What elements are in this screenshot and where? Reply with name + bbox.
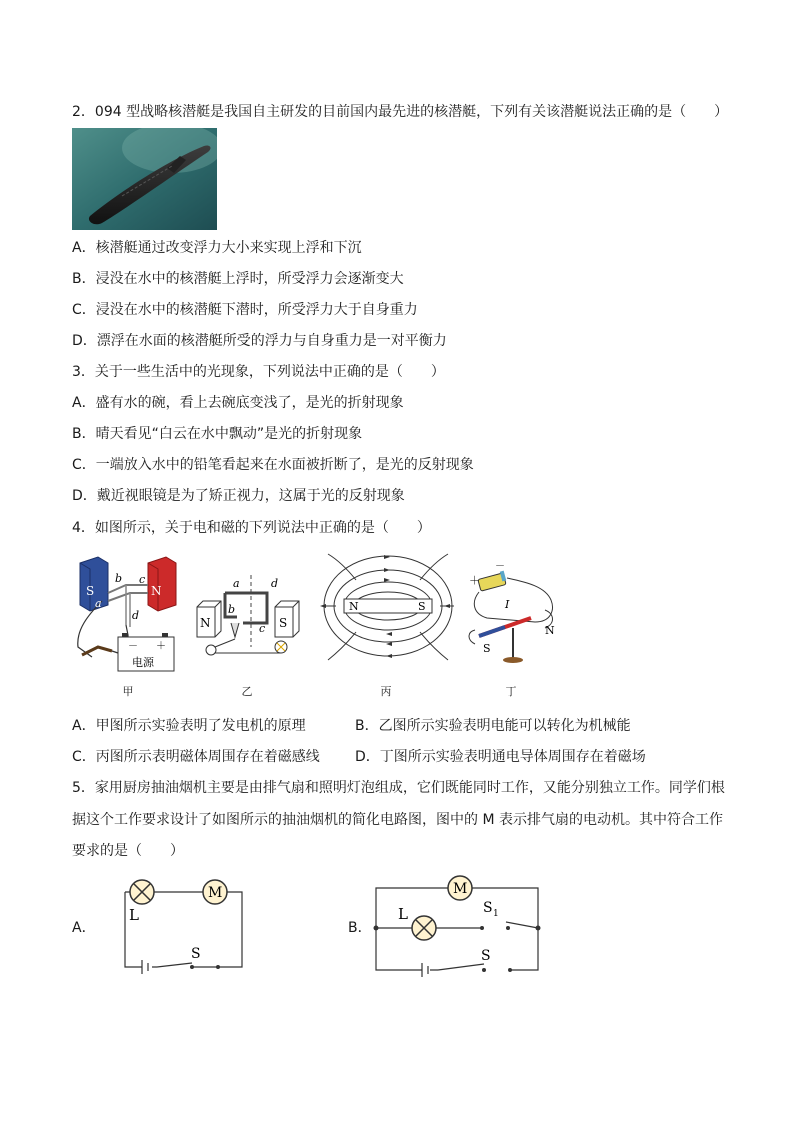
bing-s-label: S [418,600,426,613]
jia-plus-label: ＋ [156,641,166,652]
circuit-b-s1-label: S [483,900,493,916]
jia-source-label: 电源 [132,656,154,669]
ding-caption: 丁 [505,685,517,698]
ding-minus-label: － [495,562,505,572]
jia-b-label: b [115,572,123,585]
q3-option-d: D．戴近视眼镜是为了矫正视力，这属于光的反射现象 [72,488,405,504]
submarine-photo [72,128,217,230]
figure-bing [318,550,458,698]
yi-a-label: a [233,577,240,590]
circuit-a-l-label: L [129,906,139,924]
figure-jia [68,555,188,698]
yi-s-label: S [279,616,288,630]
q4-stem: 4．如图所示，关于电和磁的下列说法中正确的是（ ） [72,520,431,536]
q4-option-a: A．甲图所示实验表明了发电机的原理 [72,718,306,734]
q4-option-b: B．乙图所示实验表明电能可以转化为机械能 [355,718,631,734]
yi-d-label: d [271,577,279,590]
jia-caption: 甲 [122,685,134,698]
circuit-b-l-label: L [398,905,408,923]
jia-s-label: S [86,584,95,598]
bing-caption: 丙 [380,685,392,698]
q4-option-c: C．丙图所示表明磁体周围存在着磁感线 [72,749,320,765]
yi-caption: 乙 [241,685,253,698]
yi-c-label: c [259,622,266,635]
q4-option-d: D．丁图所示实验表明通电导体周围存在着磁场 [355,749,646,765]
q2-option-b: B．浸没在水中的核潜艇上浮时，所受浮力会逐渐变大 [72,271,404,287]
q2-option-a: A．核潜艇通过改变浮力大小来实现上浮和下沉 [72,240,362,256]
q5-option-a-label: A． [72,920,96,936]
circuit-b-s-label: S [481,948,491,964]
circuit-a-s-label: S [191,946,201,962]
circuit-b-s1-subscript: 1 [493,909,499,919]
ding-i-label: I [505,598,510,611]
yi-b-label: b [228,603,236,616]
circuit-b [370,872,545,977]
figure-yi [195,555,315,698]
jia-minus-label: － [128,641,138,652]
jia-d-label: d [132,609,140,622]
circuit-a-m-label: M [208,885,223,901]
bing-n-label: N [349,600,359,613]
q3-stem: 3．关于一些生活中的光现象，下列说法中正确的是（ ） [72,364,445,380]
q2-stem: 2．094 型战略核潜艇是我国自主研发的目前国内最先进的核潜艇，下列有关该潜艇说法正确的是（ ） [72,104,729,120]
q5-stem-line-1: 5．家用厨房抽油烟机主要是由排气扇和照明灯泡组成，它们既能同时工作，又能分别独立工作。同学们根 [72,780,725,796]
q3-option-a: A．盛有水的碗，看上去碗底变浅了，是光的折射现象 [72,395,404,411]
q5-stem-line-3: 要求的是（ ） [72,843,184,859]
ding-n-label: N [545,624,555,637]
yi-n-label: N [200,616,211,630]
jia-c-label: c [139,573,146,586]
circuit-b-m-label: M [453,881,468,897]
q5-option-b-label: B． [348,920,372,936]
ding-s-label: S [483,642,491,655]
q3-option-b: B．晴天看见“白云在水中飘动”是光的折射现象 [72,426,363,442]
q2-option-c: C．浸没在水中的核潜艇下潜时，所受浮力大于自身重力 [72,302,418,318]
q5-stem-line-2: 据这个工作要求设计了如图所示的抽油烟机的简化电路图，图中的 M 表示排气扇的电动机。其中符合工作 [72,812,723,828]
ding-plus-label: ＋ [469,574,480,587]
q2-option-d: D．漂浮在水面的核潜艇所受的浮力与自身重力是一对平衡力 [72,333,447,349]
circuit-a [95,870,250,975]
jia-n-label: N [151,584,162,598]
figure-ding [465,562,565,698]
q3-option-c: C．一端放入水中的铅笔看起来在水面被折断了，是光的反射现象 [72,457,474,473]
jia-a-label: a [95,597,102,610]
